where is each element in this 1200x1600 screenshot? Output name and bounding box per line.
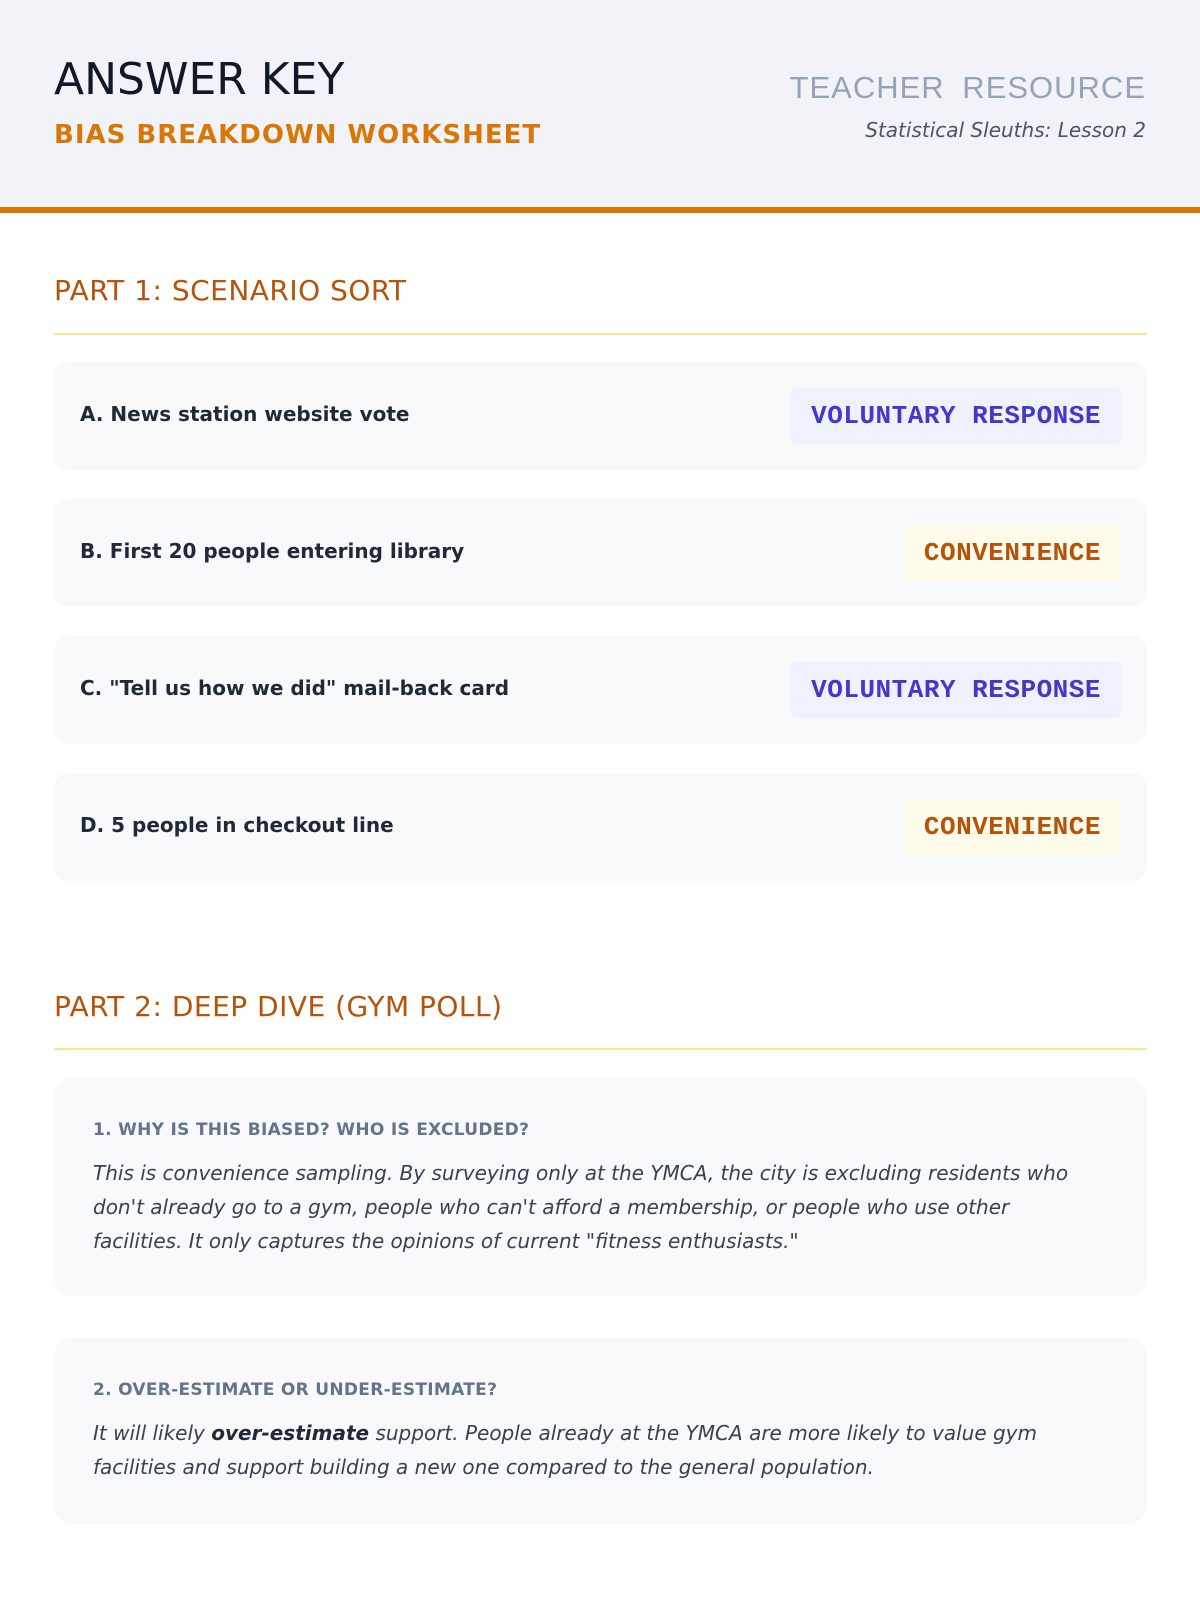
answer-text <box>93 1416 1103 1484</box>
question-heading: 1. WHY IS THIS BIASED? WHO IS EXCLUDED? <box>93 1120 530 1140</box>
part1-title: PART 1: SCENARIO SORT <box>54 274 407 307</box>
answer-badge-convenience: CONVENIENCE <box>904 799 1121 855</box>
scenario-row-b <box>54 499 1147 607</box>
answer-emphasis: over-estimate <box>211 1421 370 1445</box>
scenario-row-d <box>54 773 1147 881</box>
scenario-row-c <box>54 636 1147 744</box>
question-card-2 <box>54 1338 1147 1524</box>
part1-divider <box>54 333 1147 335</box>
resource-label: TEACHER RESOURCE <box>789 70 1146 105</box>
answer-text-rest: support. People already at the YMCA are more likely to value gym facilities and support building a new one compared to the general population. <box>93 1421 1037 1479</box>
question-heading: 2. OVER-ESTIMATE OR UNDER-ESTIMATE? <box>93 1380 498 1400</box>
page-title: ANSWER KEY <box>54 54 345 105</box>
answer-text: This is convenience sampling. By surveying only at the YMCA, the city is excluding residents who don't already go to a gym, people who can't afford a membership, or people who use other facilities. It only captures the opinions of current "fitness enthusiasts." <box>93 1161 1069 1253</box>
part2-title: PART 2: DEEP DIVE (GYM POLL) <box>54 990 503 1023</box>
scenario-label: C. "Tell us how we did" mail-back card <box>80 676 510 700</box>
answer-badge-convenience: CONVENIENCE <box>904 525 1121 581</box>
page-header <box>0 0 1200 213</box>
worksheet-subtitle: BIAS BREAKDOWN WORKSHEET <box>54 120 542 150</box>
answer-badge-voluntary: VOLUNTARY RESPONSE <box>791 662 1121 718</box>
part2-divider <box>54 1048 1147 1050</box>
answer-badge-voluntary: VOLUNTARY RESPONSE <box>791 388 1121 444</box>
scenario-row-a <box>54 362 1147 470</box>
scenario-label: A. News station website vote <box>80 402 410 426</box>
scenario-label: D. 5 people in checkout line <box>80 813 394 837</box>
scenario-label: B. First 20 people entering library <box>80 539 465 563</box>
question-card-1 <box>54 1078 1147 1296</box>
lesson-label: Statistical Sleuths: Lesson 2 <box>865 118 1146 142</box>
answer-text-lead: It will likely <box>93 1421 212 1445</box>
